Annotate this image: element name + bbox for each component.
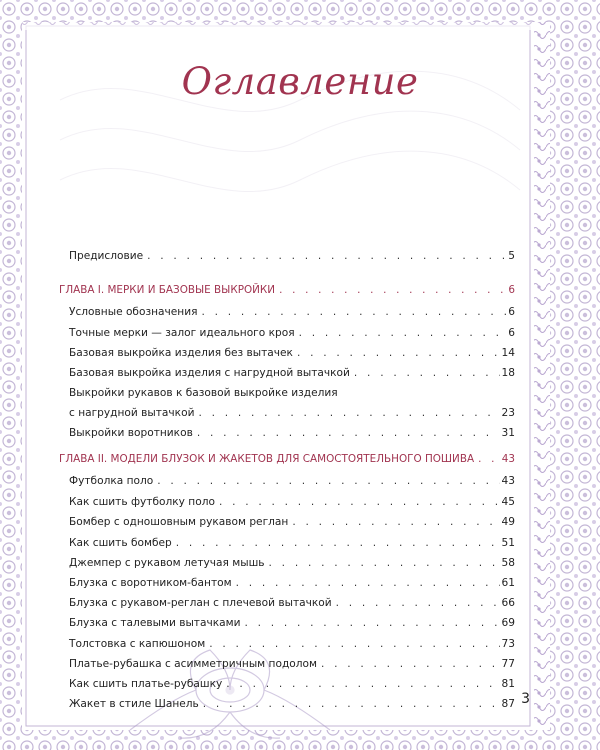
toc-page-number: 6 — [508, 284, 515, 296]
toc-row[interactable] — [69, 628, 515, 650]
toc-entry-title: Точные мерки — залог идеального кроя — [69, 327, 295, 339]
toc-page-number: 77 — [501, 658, 515, 670]
toc-row[interactable] — [69, 486, 515, 508]
toc-page-number: 6 — [508, 327, 515, 339]
toc-entry-title: Выкройки рукавов к базовой выкройке изделия — [69, 387, 338, 399]
toc-page-number: 73 — [501, 638, 515, 650]
toc-entry-title: Блузка с воротником-бантом — [69, 577, 232, 589]
toc-entry-title: Футболка поло — [69, 475, 154, 487]
toc-page-number: 18 — [501, 367, 515, 379]
toc-entry-title: Как сшить бомбер — [69, 537, 172, 549]
toc-page-number: 51 — [501, 537, 515, 549]
toc-entry-title: с нагрудной вытачкой — [69, 407, 195, 419]
toc-row[interactable] — [69, 240, 515, 262]
toc-entry-title: ГЛАВА II. МОДЕЛИ БЛУЗОК И ЖАКЕТОВ ДЛЯ САМОСТОЯТЕЛЬНОГО ПОШИВА — [59, 453, 475, 465]
toc-page-number: 87 — [501, 698, 515, 710]
toc-entry-title: Как сшить платье-рубашку — [69, 678, 223, 690]
toc-page-number: 69 — [501, 617, 515, 629]
toc-leader-dots — [197, 427, 500, 439]
toc-page-number: 6 — [508, 306, 515, 318]
toc-leader-dots — [478, 453, 500, 465]
toc-chapter-row[interactable] — [59, 443, 515, 465]
toc-leader-dots — [147, 250, 506, 262]
toc-page-number: 49 — [501, 516, 515, 528]
toc-page-number: 23 — [501, 407, 515, 419]
toc-page-number: 43 — [501, 453, 515, 465]
toc-page-number: 31 — [501, 427, 515, 439]
toc-page-number: 58 — [501, 557, 515, 569]
toc-entry-title: Базовая выкройка изделия без вытачек — [69, 347, 293, 359]
toc-entry-title: Толстовка с капюшоном — [69, 638, 206, 650]
toc-entry-title: Как сшить футболку поло — [69, 496, 215, 508]
toc-leader-dots — [203, 698, 500, 710]
toc-row[interactable] — [69, 377, 515, 399]
toc-row[interactable] — [69, 648, 515, 670]
toc-leader-dots — [279, 284, 506, 296]
toc-entry-title: Базовая выкройка изделия с нагрудной вытачкой — [69, 367, 350, 379]
toc-entry-title: ГЛАВА I. МЕРКИ И БАЗОВЫЕ ВЫКРОЙКИ — [59, 284, 276, 296]
toc-row[interactable] — [69, 417, 515, 439]
toc-row[interactable] — [69, 506, 515, 528]
toc-entry-title: Джемпер с рукавом летучая мышь — [69, 557, 265, 569]
toc-row[interactable] — [69, 607, 515, 629]
toc-chapter-row[interactable] — [59, 274, 515, 296]
toc-page-number: 61 — [501, 577, 515, 589]
toc-entry-title: Блузка с рукавом-реглан с плечевой вытачкой — [69, 597, 332, 609]
toc-row[interactable] — [69, 397, 515, 419]
toc-page-number: 14 — [501, 347, 515, 359]
toc-entry-title: Жакет в стиле Шанель — [69, 698, 199, 710]
toc-entry-title: Бомбер с одношовным рукавом реглан — [69, 516, 289, 528]
toc-page-number: 5 — [508, 250, 515, 262]
toc-row[interactable] — [69, 357, 515, 379]
toc-entry-title: Блузка с талевыми вытачками — [69, 617, 241, 629]
toc-page-number: 43 — [501, 475, 515, 487]
toc-row[interactable] — [69, 337, 515, 359]
toc-page-number: 81 — [501, 678, 515, 690]
toc-entry-title: Платье-рубашка с асимметричным подолом — [69, 658, 317, 670]
toc-row[interactable] — [69, 317, 515, 339]
toc-page-number: 66 — [501, 597, 515, 609]
toc-row[interactable] — [69, 668, 515, 690]
toc-entry-title: Условные обозначения — [69, 306, 198, 318]
toc-row[interactable] — [69, 465, 515, 487]
page-number: 3 — [521, 691, 530, 707]
toc-entry-title: Выкройки воротников — [69, 427, 193, 439]
toc-page-number: 45 — [501, 496, 515, 508]
toc-row[interactable] — [69, 296, 515, 318]
toc-row[interactable] — [69, 547, 515, 569]
toc-row[interactable] — [69, 567, 515, 589]
page-title: Оглавление — [181, 60, 419, 103]
toc-entry-title: Предисловие — [69, 250, 144, 262]
toc-row[interactable] — [69, 688, 515, 710]
toc-row[interactable] — [69, 527, 515, 549]
toc-row[interactable] — [69, 587, 515, 609]
